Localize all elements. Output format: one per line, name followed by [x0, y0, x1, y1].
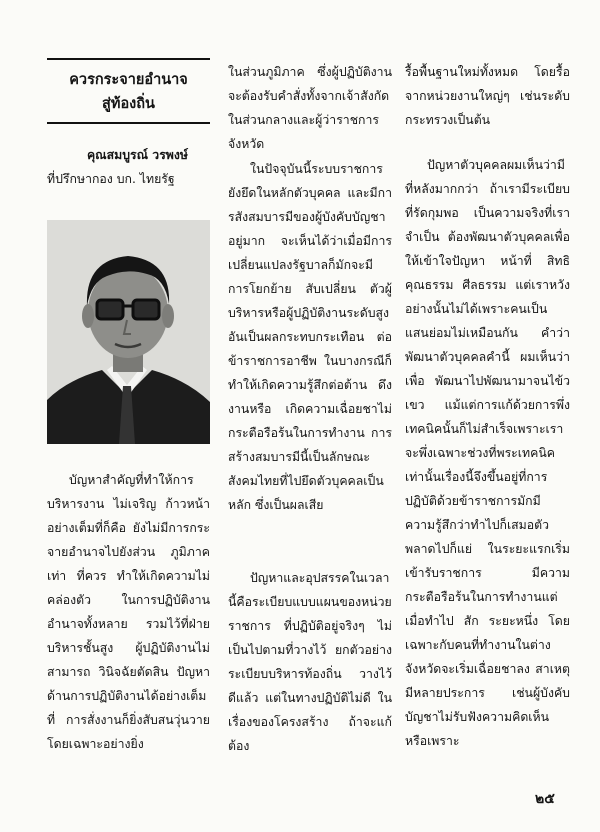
col2-para3: ปัญหาและอุปสรรคในเวลานี้คือระเบียบแบบแผนของหน่วยราชการ ที่ปฏิบัติอยู่จริงๆ ไม่เป็นไปตามที่วางไว้ ยกตัวอย่างระเบียบบริหารท้องถิ่น วางไว้ดีแล้ว แต่ในทางปฏิบัติไม่ดี ในเรื่องของโครงสร้าง ถ้าจะแก้ต้อง	[228, 571, 392, 753]
col2-para2: ในปัจจุบันนี้ระบบราชการยังยึดในหลักตัวบุคคล และมีการสังสมบารมีของผู้บังคับบัญชา อยู่มาก จะเห็นได้ว่าเมื่อมีการเปลี่ยนแปลงรัฐบาลก็มักจะมีการโยกย้าย สับเปลี่ยน ตัวผู้บริหารหรือผู้ปฏิบัติงานระดับสูง อันเป็นผลกระทบกระเทือน ต่อข้าราชการอาชีพ ในบางกรณีก็ทำให้เกิดความรู้สึกต่อต้าน ดึงงานหรือ เกิดความเฉื่อยชาไม่กระตือรือร้นในการทำงาน การสร้างสมบารมีนี้เป็นลักษณะสังคมไทยที่ไปยึดตัวบุคคลเป็นหลัก ซึ่งเป็นผลเสีย	[228, 162, 392, 512]
article-title-line1: ควรกระจายอำนาจ	[69, 72, 188, 88]
col2-para1-continued: ในส่วนภูมิภาค ซึ่งผู้ปฏิบัติงานจะต้องรับคำสั่งทั้งจากเจ้าสังกัดในส่วนกลางและผู้ว่าราชการจังหวัด	[228, 65, 392, 151]
author-role: ที่ปรึกษากอง บก. ไทยรัฐ	[47, 172, 175, 186]
col1-paragraph	[47, 456, 210, 769]
col3-para3-continued: รื้อพื้นฐานใหม่ทั้งหมด โดยรื้อจากหน่วยงานใหญ่ๆ เช่นระดับกระทรวงเป็นต้น	[405, 65, 570, 127]
author-name: คุณสมบูรณ์ วรพงษ์	[86, 147, 189, 162]
article-title-line2: สู่ท้องถิ่น	[102, 96, 155, 112]
col1-para1-text: บัญหาสำคัญที่ทำให้การบริหารงาน ไม่เจริญ ก้าวหน้า อย่างเต็มที่ก็คือ ยังไม่มีการกระจายอำนาจไปยังส่วน ภูมิภาคเท่า ที่ควร ทำให้เกิดความไม่คล่องตัว ในการปฏิบัติงาน อำนาจทั้งหลาย รวมไว้ที่ฝ่ายบริหารชั้นสูง ผู้ปฏิบัติงานไม่ สามารถ วินิจฉัยตัดสิน ปัญหาด้านการปฏิบัติงานได้อย่างเต็มที่ การสั่งงานก็ยิ่งสับสนวุ่นวาย โดยเฉพาะอย่างยิ่ง	[47, 473, 210, 752]
col3-para4: ปัญหาตัวบุคคลผมเห็นว่ามีที่หลังมากกว่า ถ้าเรามีระเบียบที่รัดกุมพอ เป็นความจริงที่เราจำเป็น ต้องพัฒนาตัวบุคคลเพื่อให้เข้าใจปัญหา หน้าที่ สิทธิ คุณธรรม ศีลธรรม แต่เราหวังอย่างนั้นไม่ได้เพราะคนเป็นแสนย่อมไม่เหมือนกัน คำว่าพัฒนาตัวบุคคลคำนี้ ผมเห็นว่าเพื่อ พัฒนาไปพัฒนามาจนไข้วเขว แม้แต่การแก้ด้วยการพึ่งเทคนิคนั้นก็ไม่สำเร็จเพราะเราจะพึ่งเฉพาะช่วงที่พระเทคนิคเท่านั้นเรื่องนี้จึงขึ้นอยู่ที่การปฏิบัติด้วยข้าราชการมักมีความรู้สึกว่าทำไปก็เสมอตัว พลาดไปก็แย่ ในระยะแรกเริ่มเข้ารับราชการ มีความกระตือรือร้นในการทำงานแต่เมื่อทำไป สัก ระยะหนึ่ง โดยเฉพาะกับคนที่ทำงานในต่างจังหวัดจะเริ่มเฉื่อยชาลง สาเหตุมีหลายประการ เช่นผู้บังคับบัญชาไม่รับฟังความคิดเห็น หรือเพราะ	[405, 158, 570, 748]
page-number: ๒๕	[535, 791, 555, 807]
